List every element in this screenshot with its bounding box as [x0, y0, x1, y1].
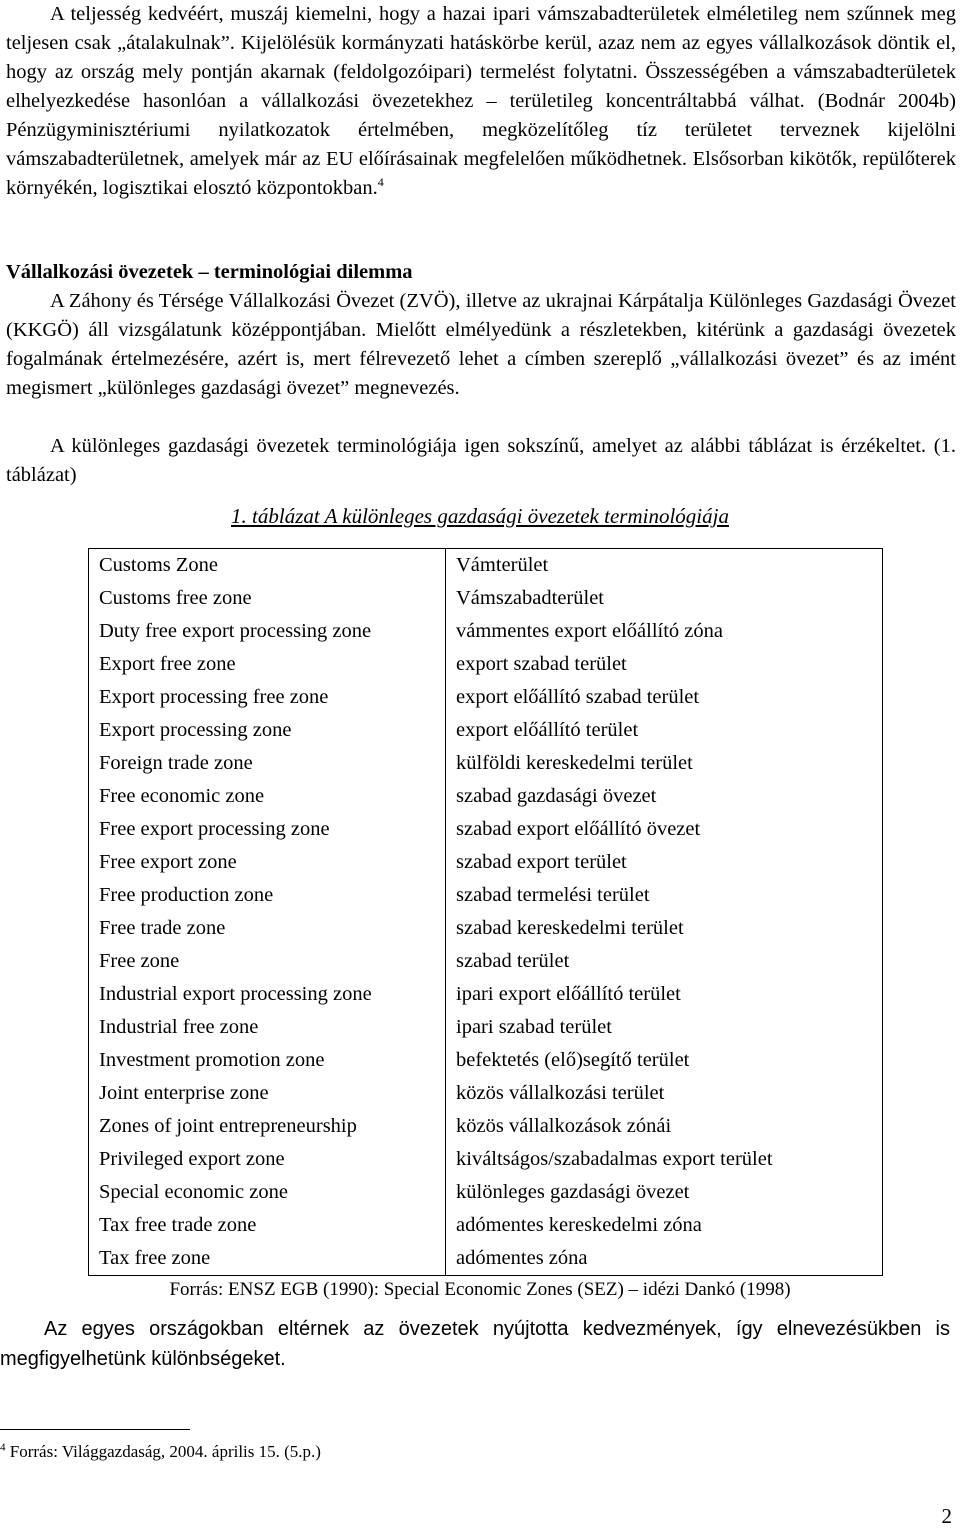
table-cell-english: Free export processing zone [89, 813, 446, 846]
table-cell-hungarian: Vámszabadterület [446, 582, 883, 615]
table-row [89, 780, 883, 813]
footnote-reference: 4 [377, 175, 384, 190]
table-cell-english: Customs Zone [89, 549, 446, 583]
table-cell-hungarian: szabad gazdasági övezet [446, 780, 883, 813]
table-caption-text: 1. táblázat A különleges gazdasági övezetek terminológiája [231, 504, 729, 528]
footnote-number: 4 [0, 1441, 6, 1454]
table-cell-english: Free export zone [89, 846, 446, 879]
table-row [89, 1176, 883, 1209]
page-number: 2 [941, 1504, 952, 1528]
table-cell-hungarian: közös vállalkozások zónái [446, 1110, 883, 1143]
table-cell-english: Joint enterprise zone [89, 1077, 446, 1110]
table-row [89, 912, 883, 945]
section-heading: Vállalkozási övezetek – terminológiai dilemma [6, 261, 413, 283]
table-cell-english: Investment promotion zone [89, 1044, 446, 1077]
table-row [89, 1242, 883, 1276]
table-cell-english: Tax free zone [89, 1242, 446, 1276]
table-row [89, 1209, 883, 1242]
table-cell-english: Free economic zone [89, 780, 446, 813]
table-cell-english: Duty free export processing zone [89, 615, 446, 648]
table-cell-hungarian: adómentes kereskedelmi zóna [446, 1209, 883, 1242]
table-source: Forrás: ENSZ EGB (1990): Special Economic Zones (SEZ) – idézi Dankó (1998) [169, 1279, 791, 1300]
table-cell-hungarian: szabad kereskedelmi terület [446, 912, 883, 945]
table-cell-english: Export processing free zone [89, 681, 446, 714]
table-row [89, 648, 883, 681]
table-cell-hungarian: export előállító terület [446, 714, 883, 747]
table-row [89, 615, 883, 648]
table-row [89, 1011, 883, 1044]
table-cell-hungarian: közös vállalkozási terület [446, 1077, 883, 1110]
table-cell-english: Industrial free zone [89, 1011, 446, 1044]
table-cell-english: Export free zone [89, 648, 446, 681]
table-row [89, 846, 883, 879]
table-cell-hungarian: vámmentes export előállító zóna [446, 615, 883, 648]
table-cell-hungarian: külföldi kereskedelmi terület [446, 747, 883, 780]
table-row [89, 1044, 883, 1077]
table-cell-english: Zones of joint entrepreneurship [89, 1110, 446, 1143]
table-cell-hungarian: Vámterület [446, 549, 883, 583]
table-cell-hungarian: szabad export terület [446, 846, 883, 879]
table-cell-hungarian: ipari export előállító terület [446, 978, 883, 1011]
table-cell-hungarian: adómentes zóna [446, 1242, 883, 1276]
table-cell-english: Free zone [89, 945, 446, 978]
table-cell-english: Free production zone [89, 879, 446, 912]
table-row [89, 582, 883, 615]
table-row [89, 1143, 883, 1176]
table-row [89, 549, 883, 583]
table-row [89, 1110, 883, 1143]
terminology-table [88, 548, 883, 1276]
table-cell-english: Industrial export processing zone [89, 978, 446, 1011]
table-cell-hungarian: export előállító szabad terület [446, 681, 883, 714]
table-row [89, 813, 883, 846]
table-row [89, 681, 883, 714]
footnote-text: Forrás: Világgazdaság, 2004. április 15. (5.p.) [9, 1442, 321, 1461]
table-cell-hungarian: kiváltságos/szabadalmas export terület [446, 1143, 883, 1176]
table-row [89, 1077, 883, 1110]
table-row [89, 747, 883, 780]
table-cell-hungarian: szabad termelési terület [446, 879, 883, 912]
table-cell-english: Special economic zone [89, 1176, 446, 1209]
table-cell-hungarian: szabad terület [446, 945, 883, 978]
footnote [0, 1440, 321, 1464]
paragraph-vamszabadterulet [6, 0, 956, 203]
table-cell-hungarian: export szabad terület [446, 648, 883, 681]
table-caption [0, 502, 960, 531]
table-row [89, 714, 883, 747]
paragraph-differences: Az egyes országokban eltérnek az övezetek nyújtotta kedvezmények, így elnevezésükben is megfigyelhetünk különbségeket. [0, 1318, 950, 1370]
footnote-divider [0, 1429, 190, 1430]
paragraph-zvo-kkgo: A Záhony és Térsége Vállalkozási Övezet (ZVÖ), illetve az ukrajnai Kárpátalja Különleges Gazdasági Övezet (KKGÖ) áll vizsgálatunk középpontjában. Mielőtt elmélyedünk a részletekben, kitérünk a gazdasági övezetek fogalmának értelmezésére, azért is, mert félrevezető lehet a címben szereplő „vállalkozási övezet” és az imént megismert „különleges gazdasági övezet” megnevezés. [6, 290, 956, 399]
table-cell-hungarian: szabad export előállító övezet [446, 813, 883, 846]
table-cell-english: Tax free trade zone [89, 1209, 446, 1242]
table-cell-english: Customs free zone [89, 582, 446, 615]
paragraph-text: A teljesség kedvéért, muszáj kiemelni, hogy a hazai ipari vámszabadterületek elméletileg nem szűnnek meg teljesen csak „átalakulnak”. Kijelölésük kormányzati hatáskörbe kerül, azaz nem az egyes vállalkozások döntik el, hogy az ország mely pontján akarnak (feldolgozóipari) termelést folytatni. Összességében a vámszabadterületek elhelyezkedése hasonlóan a vállalkozási övezetekhez – területileg koncentráltabbá válhat. (Bodnár 2004b) Pénzügyminisztériumi nyilatkozatok értelmében, megközelítőleg tíz területet terveznek kijelölni vámszabadterületnek, amelyek már az EU előírásainak megfelelően működhetnek. Elsősorban kikötők, repülőterek környékén, logisztikai elosztó központokban. [6, 3, 956, 199]
table-cell-hungarian: befektetés (elő)segítő terület [446, 1044, 883, 1077]
table-cell-english: Export processing zone [89, 714, 446, 747]
table-row [89, 945, 883, 978]
table-row [89, 978, 883, 1011]
table-row [89, 879, 883, 912]
table-cell-hungarian: ipari szabad terület [446, 1011, 883, 1044]
table-cell-english: Privileged export zone [89, 1143, 446, 1176]
table-cell-english: Free trade zone [89, 912, 446, 945]
paragraph-terminology: A különleges gazdasági övezetek terminológiája igen sokszínű, amelyet az alábbi táblázat is érzékeltet. (1. táblázat) [6, 435, 956, 486]
table-cell-hungarian: különleges gazdasági övezet [446, 1176, 883, 1209]
table-cell-english: Foreign trade zone [89, 747, 446, 780]
